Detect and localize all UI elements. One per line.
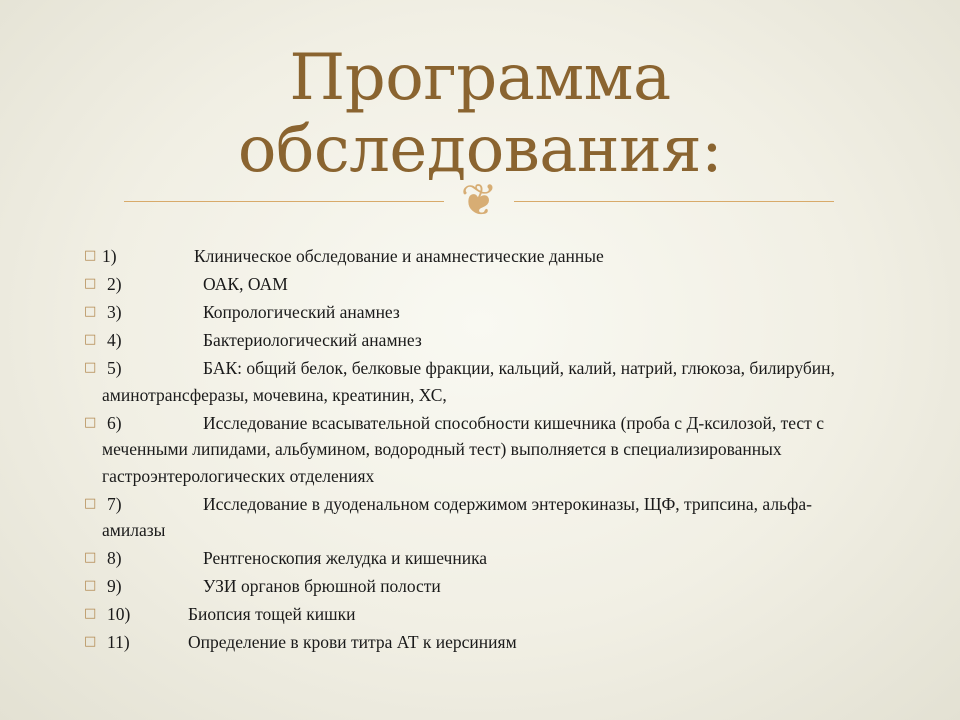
checkbox-bullet-icon: □ [84,304,97,319]
item-number: 11) [107,632,130,652]
item-number: 4) [107,330,122,350]
item-text: Клиническое обследование и анамнестические данные [194,246,604,266]
item-number: 2) [107,274,122,294]
item-text: Биопсия тощей кишки [188,604,356,624]
item-text: Рентгеноскопия желудка и кишечника [203,548,488,568]
divider-left [124,201,444,202]
list-item [84,629,854,656]
list-item [84,491,854,544]
flourish-ornament-icon: ❦ [460,175,498,226]
item-text: БАК: общий белок, белковые фракции, кальций, калий, натрий, глюкоза, билирубин, аминотрансферазы, мочевина, креатинин, ХС, [102,358,835,405]
checkbox-bullet-icon: □ [84,360,97,375]
list-item [84,601,854,628]
item-number: 6) [107,412,122,433]
checkbox-bullet-icon: □ [84,578,97,593]
checkbox-bullet-icon: □ [84,332,97,347]
list-item [84,573,854,600]
list-item [84,327,854,354]
checkbox-bullet-icon: □ [84,495,97,511]
checkbox-bullet-icon: □ [84,550,97,565]
list-item [84,299,854,326]
checkbox-bullet-icon: □ [84,634,97,649]
checkbox-bullet-icon: □ [84,606,97,621]
list-item [84,271,854,298]
checkbox-bullet-icon: □ [84,414,97,430]
item-text: Исследование в дуоденальном содержимом энтерокиназы, ЩФ, трипсина, альфа-амилазы [102,493,812,540]
divider-right [514,201,834,202]
item-text: Определение в крови титра АТ к иерсиниям [188,632,517,652]
title-line-1: Программа [289,41,671,115]
item-text: ОАК, ОАМ [203,274,288,294]
checkbox-bullet-icon: □ [84,248,97,263]
item-number: 9) [107,576,122,596]
list-item [84,545,854,572]
list-item [84,355,854,408]
exam-program-list [84,243,854,657]
item-text: УЗИ органов брюшной полости [203,576,441,596]
slide-title [0,42,960,186]
title-line-2: обследования: [237,113,723,187]
item-number: 3) [107,302,122,322]
checkbox-bullet-icon: □ [84,276,97,291]
item-number: 5) [107,358,122,378]
item-text: Бактериологический анамнез [203,330,422,350]
item-number: 8) [107,548,122,568]
item-number: 1) [102,246,117,266]
item-text: Копрологический анамнез [203,302,400,322]
list-item [84,410,854,490]
item-text: Исследование всасывательной способности кишечника (проба с Д-ксилозой, тест с меченными липидами, альбумином, водородный тест) выполняется в специализированных гастроэнтерологических отделениях [102,412,824,486]
item-number: 7) [107,493,122,514]
list-item [84,243,854,270]
item-number: 10) [107,604,131,624]
